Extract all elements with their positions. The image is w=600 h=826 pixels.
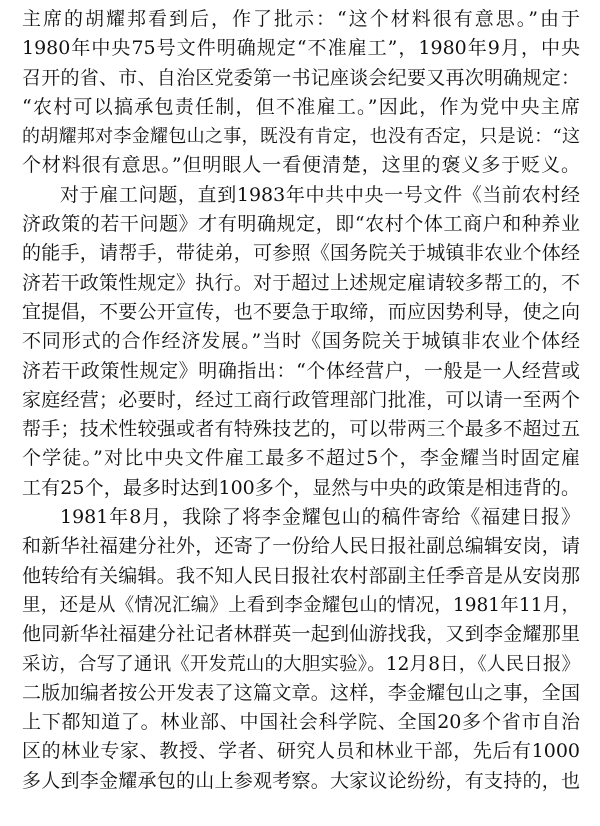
text-line: 1980年中央75号文件明确规定“不准雇工”，1980年9月，中央 [22,37,580,60]
text-line: 家庭经营；必要时，经过工商行政管理部门批准，可以请一至两个 [22,388,580,411]
text-line: 帮手；技术性较强或者有特殊技艺的，可以带两三个最多不超过五 [22,418,580,441]
text-line: 宜提倡，不要公开宣传，也不要急于取缔，而应因势利导，使之向 [22,300,580,323]
document-body [22,5,580,796]
text-line: 他同新华社福建分社记者林群英一起到仙游找我，又到李金耀那里 [22,623,580,646]
text-line: 个学徒。”对比中央文件雇工最多不超过5个，李金耀当时固定雇 [22,447,580,470]
text-line: 不同形式的合作经济发展。”当时《国务院关于城镇非农业个体经 [22,330,580,353]
text-line: “农村可以搞承包责任制，但不准雇工。”因此，作为党中央主席 [22,95,580,118]
text-line: 的能手，请帮手，带徒弟，可参照《国务院关于城镇非农业个体经 [22,242,580,265]
text-line: 济若干政策性规定》执行。对于超过上述规定雇请较多帮工的，不 [22,271,580,294]
text-line: 济政策的若干问题》才有明确规定，即“农村个体工商户和种养业 [22,213,580,236]
text-line: 二版加编者按公开发表了这篇文章。这样，李金耀包山之事，全国 [22,681,580,704]
text-line: 多人到李金耀承包的山上参观考察。大家议论纷纷，有支持的，也 [22,769,580,792]
text-line: 召开的省、市、自治区党委第一书记座谈会纪要又再次明确规定： [22,66,580,89]
text-line: 里，还是从《情况汇编》上看到李金耀包山的情况，1981年11月， [22,594,580,616]
text-line: 济若干政策性规定》明确指出：“个体经营户，一般是一人经营或 [22,359,580,382]
text-line: 工有25个，最多时达到100多个，显然与中央的政策是相违背的。 [22,476,580,499]
document-page [22,5,580,796]
text-line: 个材料很有意思。”但明眼人一看便清楚，这里的褒义多于贬义。 [22,154,580,177]
text-line: 上下都知道了。林业部、中国社会科学院、全国20多个省市自治 [22,711,580,734]
text-line: 和新华社福建分社外，还寄了一份给人民日报社副总编辑安岗，请 [22,535,580,558]
paragraph-first-line: 1981年8月，我除了将李金耀包山的稿件寄给《福建日报》 [60,506,580,529]
text-line: 主席的胡耀邦看到后，作了批示：“这个材料很有意思。”由于 [22,8,580,30]
text-line: 的胡耀邦对李金耀包山之事，既没有肯定，也没有否定，只是说：“这 [22,126,580,148]
text-line: 区的林业专家、教授、学者、研究人员和林业干部，先后有1000 [22,740,580,763]
paragraph-first-line: 对于雇工问题，直到1983年中共中央一号文件《当前农村经 [60,183,580,206]
text-line: 采访，合写了通讯《开发荒山的大胆实验》。12月8日，《人民日报》 [22,653,580,675]
text-line: 他转给有关编辑。我不知人民日报社农村部副主任季音是从安岗那 [22,564,580,587]
